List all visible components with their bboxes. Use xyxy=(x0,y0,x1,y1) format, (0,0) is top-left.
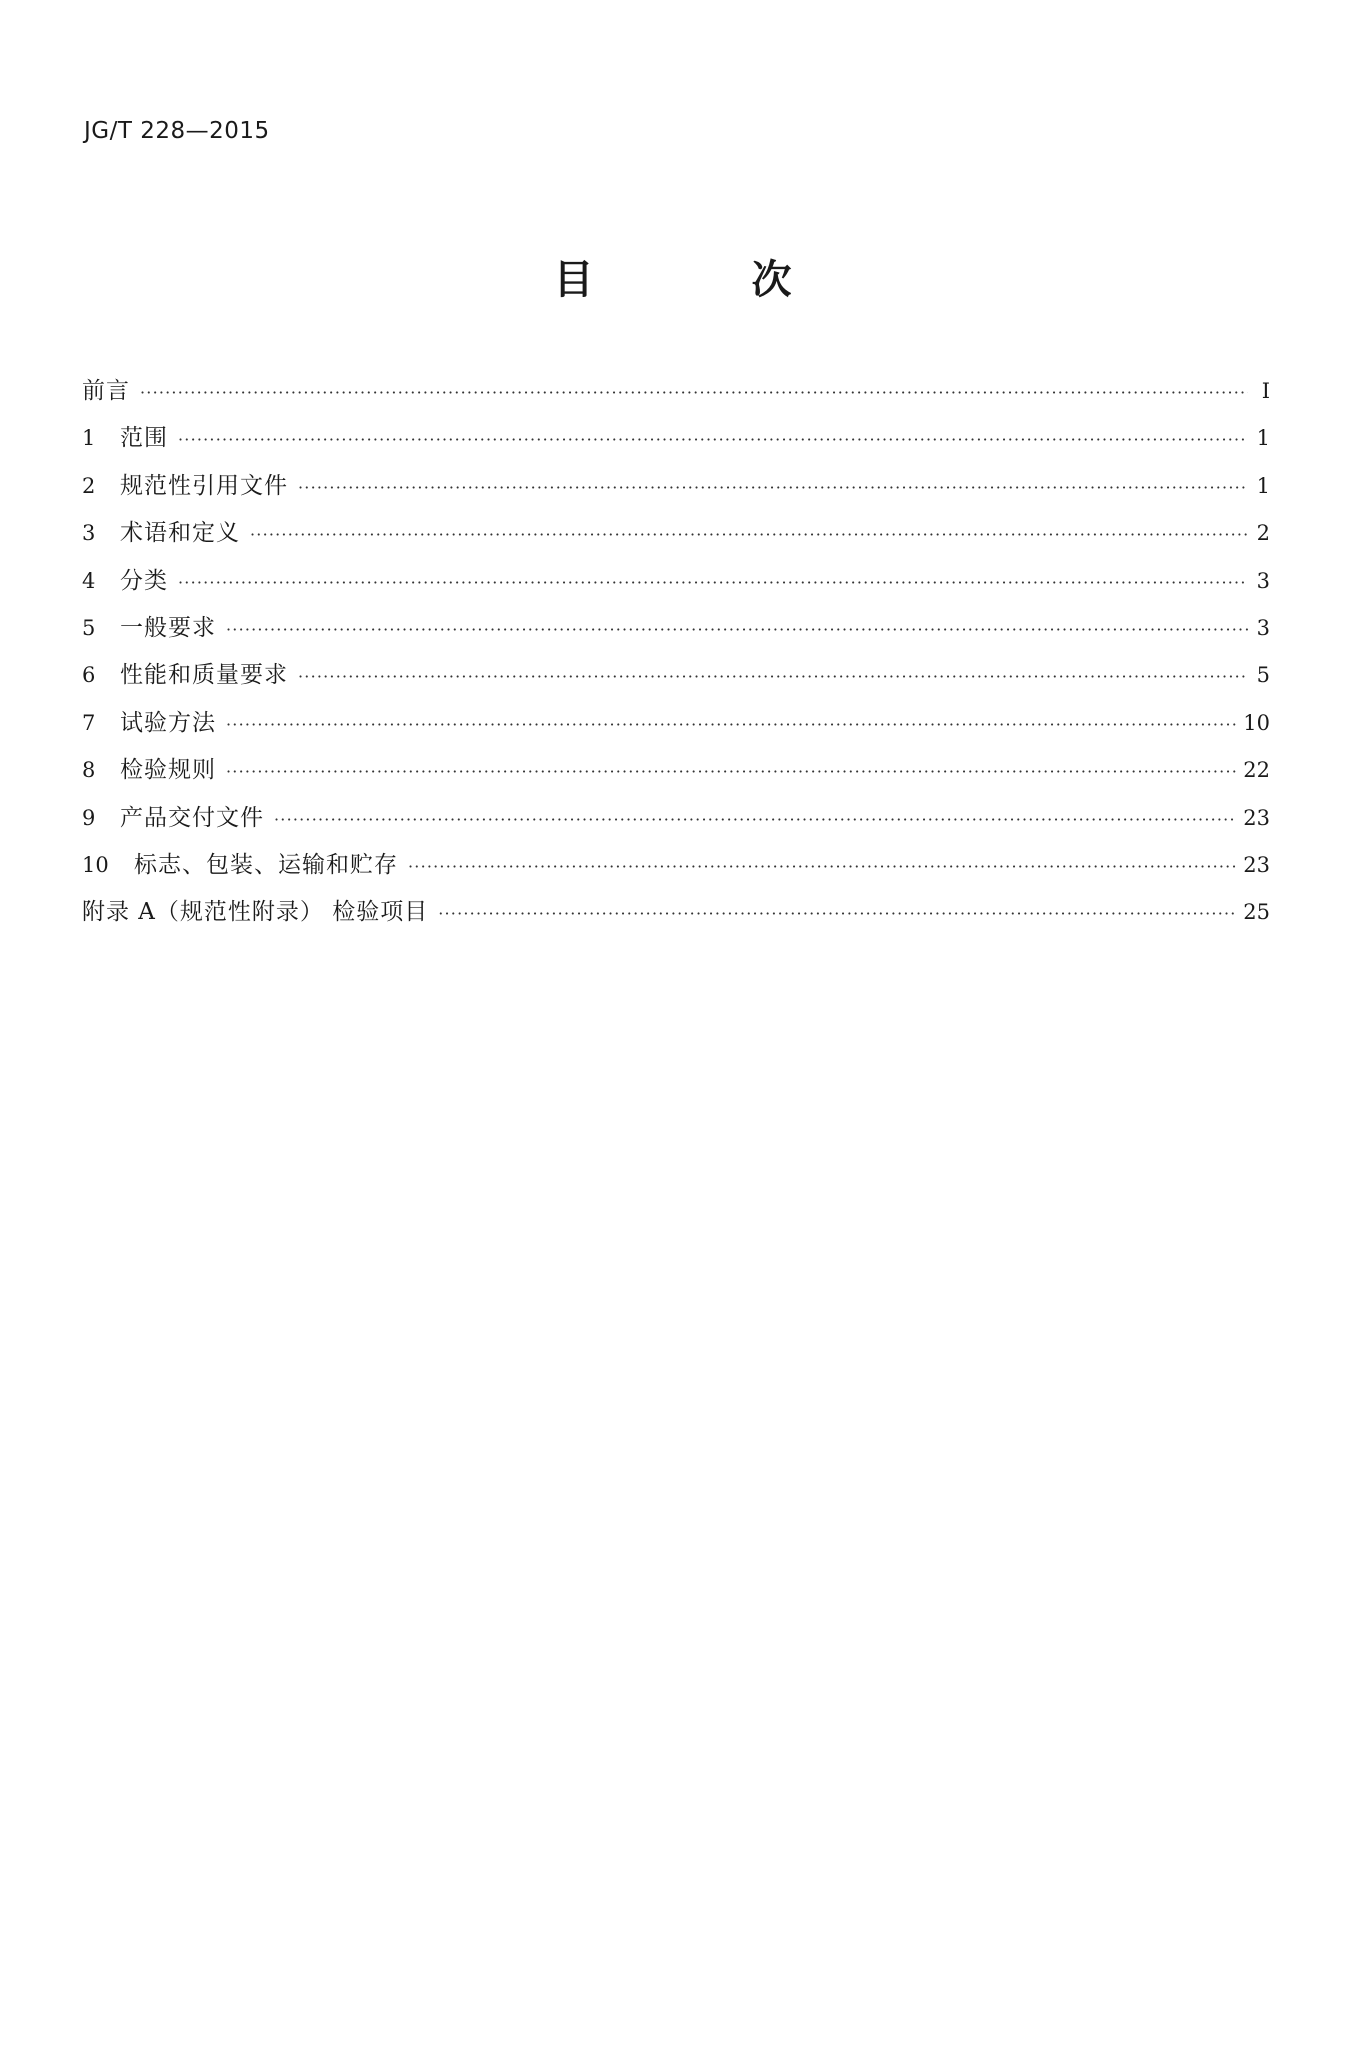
toc-entry-label: 检验规则 xyxy=(120,757,216,784)
toc-entry-1[interactable] xyxy=(82,419,1270,466)
toc-entry-label: 性能和质量要求 xyxy=(120,662,288,689)
toc-dot-leader xyxy=(178,573,1248,592)
toc-dot-leader xyxy=(438,904,1237,923)
toc-entry-6[interactable] xyxy=(82,656,1270,703)
toc-entry-3[interactable] xyxy=(82,514,1270,561)
toc-dot-leader xyxy=(226,620,1248,639)
toc-entry-number: 9 xyxy=(82,805,96,830)
toc-entry-foreword[interactable] xyxy=(82,372,1270,419)
toc-entry-number: 2 xyxy=(82,473,96,498)
toc-entry-number: 5 xyxy=(82,615,96,640)
toc-entry-page: 3 xyxy=(1256,615,1270,640)
toc-dot-leader xyxy=(298,667,1248,686)
toc-entry-number: 3 xyxy=(82,521,96,546)
toc-title: 目 次 xyxy=(553,257,864,303)
toc-entry-label: 试验方法 xyxy=(120,709,216,736)
toc-dot-leader xyxy=(274,810,1237,829)
toc-entry-label: 标志、包装、运输和贮存 xyxy=(134,851,398,878)
toc-entry-number: 6 xyxy=(82,663,96,688)
toc-entry-page: Ⅰ xyxy=(1261,379,1270,403)
toc-entry-label: 分类 xyxy=(120,567,168,594)
toc-entry-page: 3 xyxy=(1256,568,1270,593)
toc-dot-leader xyxy=(226,762,1237,781)
toc-entry-number: 7 xyxy=(82,710,96,735)
toc-dot-leader xyxy=(408,857,1237,876)
toc-entry-label: 规范性引用文件 xyxy=(120,472,288,499)
toc-entry-5[interactable] xyxy=(82,609,1270,656)
toc-entry-number: 1 xyxy=(82,426,96,451)
toc-entry-page: 1 xyxy=(1256,426,1270,451)
toc-entry-2[interactable] xyxy=(82,467,1270,514)
toc-dot-leader xyxy=(298,478,1248,497)
toc-entry-10[interactable] xyxy=(82,846,1270,893)
toc-dot-leader xyxy=(140,383,1248,402)
toc-dot-leader xyxy=(226,715,1237,734)
toc-entry-number: 10 xyxy=(82,852,109,877)
toc-entry-label: 范围 xyxy=(120,425,168,452)
toc-entry-8[interactable] xyxy=(82,751,1270,798)
toc-entry-page: 5 xyxy=(1256,663,1270,688)
document-code: JG/T 228—2015 xyxy=(84,118,270,144)
toc-entry-9[interactable] xyxy=(82,799,1270,846)
toc-entry-number: 4 xyxy=(82,568,96,593)
toc-entry-page: 23 xyxy=(1243,805,1270,830)
toc-entry-page: 2 xyxy=(1256,521,1270,546)
toc-entry-page: 25 xyxy=(1243,900,1270,925)
toc-entry-page: 22 xyxy=(1243,758,1270,783)
toc-entry-7[interactable] xyxy=(82,704,1270,751)
toc-entry-label: 一般要求 xyxy=(120,614,216,641)
toc-entry-number: 8 xyxy=(82,758,96,783)
toc-entry-label: 术语和定义 xyxy=(120,520,240,547)
toc-entry-label: 前言 xyxy=(82,378,130,404)
toc-entry-page: 10 xyxy=(1243,710,1270,735)
toc-entry-label: 产品交付文件 xyxy=(120,804,264,831)
toc-dot-leader xyxy=(250,525,1248,544)
toc-entry-label: 附录 A（规范性附录） 检验项目 xyxy=(82,899,429,926)
toc-entry-4[interactable] xyxy=(82,562,1270,609)
toc-entry-page: 1 xyxy=(1256,473,1270,498)
toc-entry-page: 23 xyxy=(1243,852,1270,877)
toc-list xyxy=(82,372,1270,941)
toc-dot-leader xyxy=(178,430,1248,449)
toc-entry-appendix-a[interactable] xyxy=(82,893,1270,940)
